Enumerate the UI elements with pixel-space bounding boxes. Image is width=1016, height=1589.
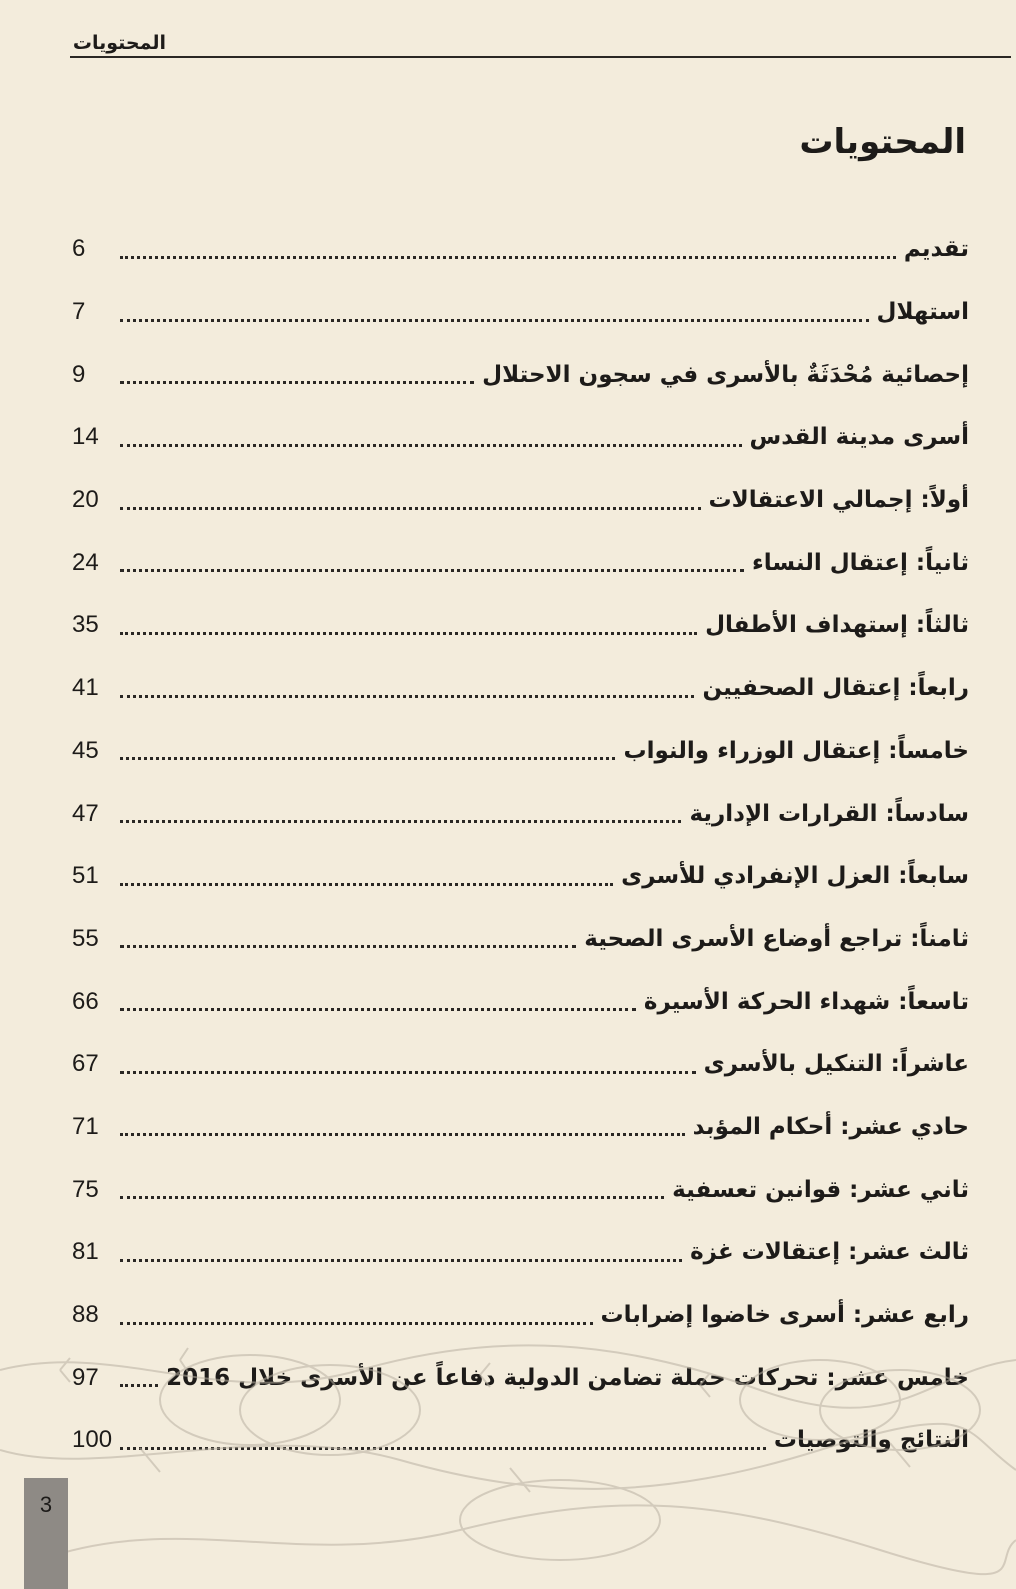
toc-entry-page: 81 (72, 1238, 99, 1266)
toc-leader-dots (120, 1322, 593, 1325)
toc-leader-dots (120, 1196, 664, 1199)
toc-entry (72, 1033, 969, 1096)
toc-entry (72, 343, 969, 406)
toc-entry-title: ثالث عشر: إعتقالات غزة (690, 1239, 969, 1266)
toc-entry (72, 1158, 969, 1221)
toc-entry-title: ثامناً: تراجع أوضاع الأسرى الصحية (584, 925, 969, 952)
toc-leader-dots (120, 883, 613, 886)
toc-entry-page: 35 (72, 611, 99, 639)
toc-entry-page: 66 (72, 987, 99, 1015)
toc-entry (72, 908, 969, 971)
toc-entry-title: تاسعاً: شهداء الحركة الأسيرة (643, 988, 969, 1015)
toc-entry (72, 406, 969, 469)
toc-entry-page: 47 (72, 799, 99, 827)
toc-entry-title: النتائج والتوصيات (773, 1427, 969, 1454)
toc-entry-title: ثالثاً: إستهداف الأطفال (705, 612, 969, 639)
toc-entry-page: 24 (72, 548, 99, 576)
toc-entry-page: 75 (72, 1175, 99, 1203)
toc-leader-dots (120, 1008, 636, 1011)
toc-leader-dots (120, 820, 681, 823)
toc-leader-dots (120, 444, 742, 447)
toc-leader-dots (120, 1071, 696, 1074)
toc-entry (72, 281, 969, 344)
toc-leader-dots (120, 1259, 682, 1262)
toc-entry-page: 97 (72, 1363, 99, 1391)
toc-entry-title: سادساً: القرارات الإدارية (689, 800, 969, 827)
toc-leader-dots (120, 757, 615, 760)
toc-entry-page: 7 (72, 298, 86, 326)
toc-leader-dots (120, 319, 869, 322)
toc-entry (72, 970, 969, 1033)
page-title: المحتويات (799, 122, 966, 162)
toc-entry-page: 9 (72, 360, 86, 388)
toc-entry-title: حادي عشر: أحكام المؤبد (692, 1113, 969, 1140)
toc-entry (72, 657, 969, 720)
toc-entry (72, 594, 969, 657)
toc-entry-title: تقديم (903, 236, 969, 263)
toc-leader-dots (120, 381, 474, 384)
toc-entry-page: 41 (72, 674, 99, 702)
toc-entry-title: ثاني عشر: قوانين تعسفية (672, 1176, 969, 1203)
toc-leader-dots (120, 1133, 685, 1136)
toc-entry (72, 845, 969, 908)
running-head (70, 28, 1011, 58)
toc-entry (72, 720, 969, 783)
toc-entry-title: رابعاً: إعتقال الصحفيين (702, 675, 969, 702)
toc-entry (72, 218, 969, 281)
toc-entry-page: 67 (72, 1050, 99, 1078)
toc-entry (72, 782, 969, 845)
toc-entry-title: استهلال (876, 299, 969, 326)
toc-entry (72, 1221, 969, 1284)
toc-entry (72, 531, 969, 594)
toc-leader-dots (120, 569, 744, 572)
toc-entry-title: ثانياً: إعتقال النساء (752, 549, 969, 576)
toc-entry (72, 1096, 969, 1159)
toc-entry-page: 71 (72, 1112, 99, 1140)
toc-leader-dots (120, 632, 697, 635)
toc-entry (72, 469, 969, 532)
toc-leader-dots (120, 695, 694, 698)
toc-entry-page: 55 (72, 924, 99, 952)
running-head-title: المحتويات (72, 32, 166, 54)
page-number: 3 (39, 1492, 53, 1517)
barbed-wire-illustration (0, 1330, 1016, 1589)
toc-leader-dots (120, 256, 896, 259)
toc-entry-page: 20 (72, 486, 99, 514)
toc-leader-dots (120, 507, 701, 510)
toc-entry-page: 88 (72, 1301, 99, 1329)
table-of-contents (72, 218, 969, 1472)
toc-entry-page: 100 (72, 1426, 113, 1454)
toc-entry-title: رابع عشر: أسرى خاضوا إضرابات (600, 1302, 969, 1329)
toc-entry-page: 45 (72, 736, 99, 764)
toc-entry-title: خامساً: إعتقال الوزراء والنواب (623, 737, 969, 764)
toc-entry-title: سابعاً: العزل الإنفرادي للأسرى (621, 863, 969, 890)
toc-entry-title: إحصائية مُحْدَثَةٌ بالأسرى في سجون الاحتلال (482, 361, 969, 388)
toc-entry-page: 51 (72, 862, 99, 890)
toc-entry-page: 14 (72, 423, 99, 451)
toc-entry-title: خامس عشر: تحركات حملة تضامن الدولية دفاعاً عن الأسرى خلال 2016 (166, 1364, 969, 1391)
toc-entry-title: عاشراً: التنكيل بالأسرى (703, 1051, 969, 1078)
toc-leader-dots (120, 945, 576, 948)
toc-entry-page: 6 (72, 235, 86, 263)
toc-entry-title: أولاً: إجمالي الاعتقالات (708, 487, 969, 514)
toc-entry-title: أسرى مدينة القدس (749, 424, 969, 451)
